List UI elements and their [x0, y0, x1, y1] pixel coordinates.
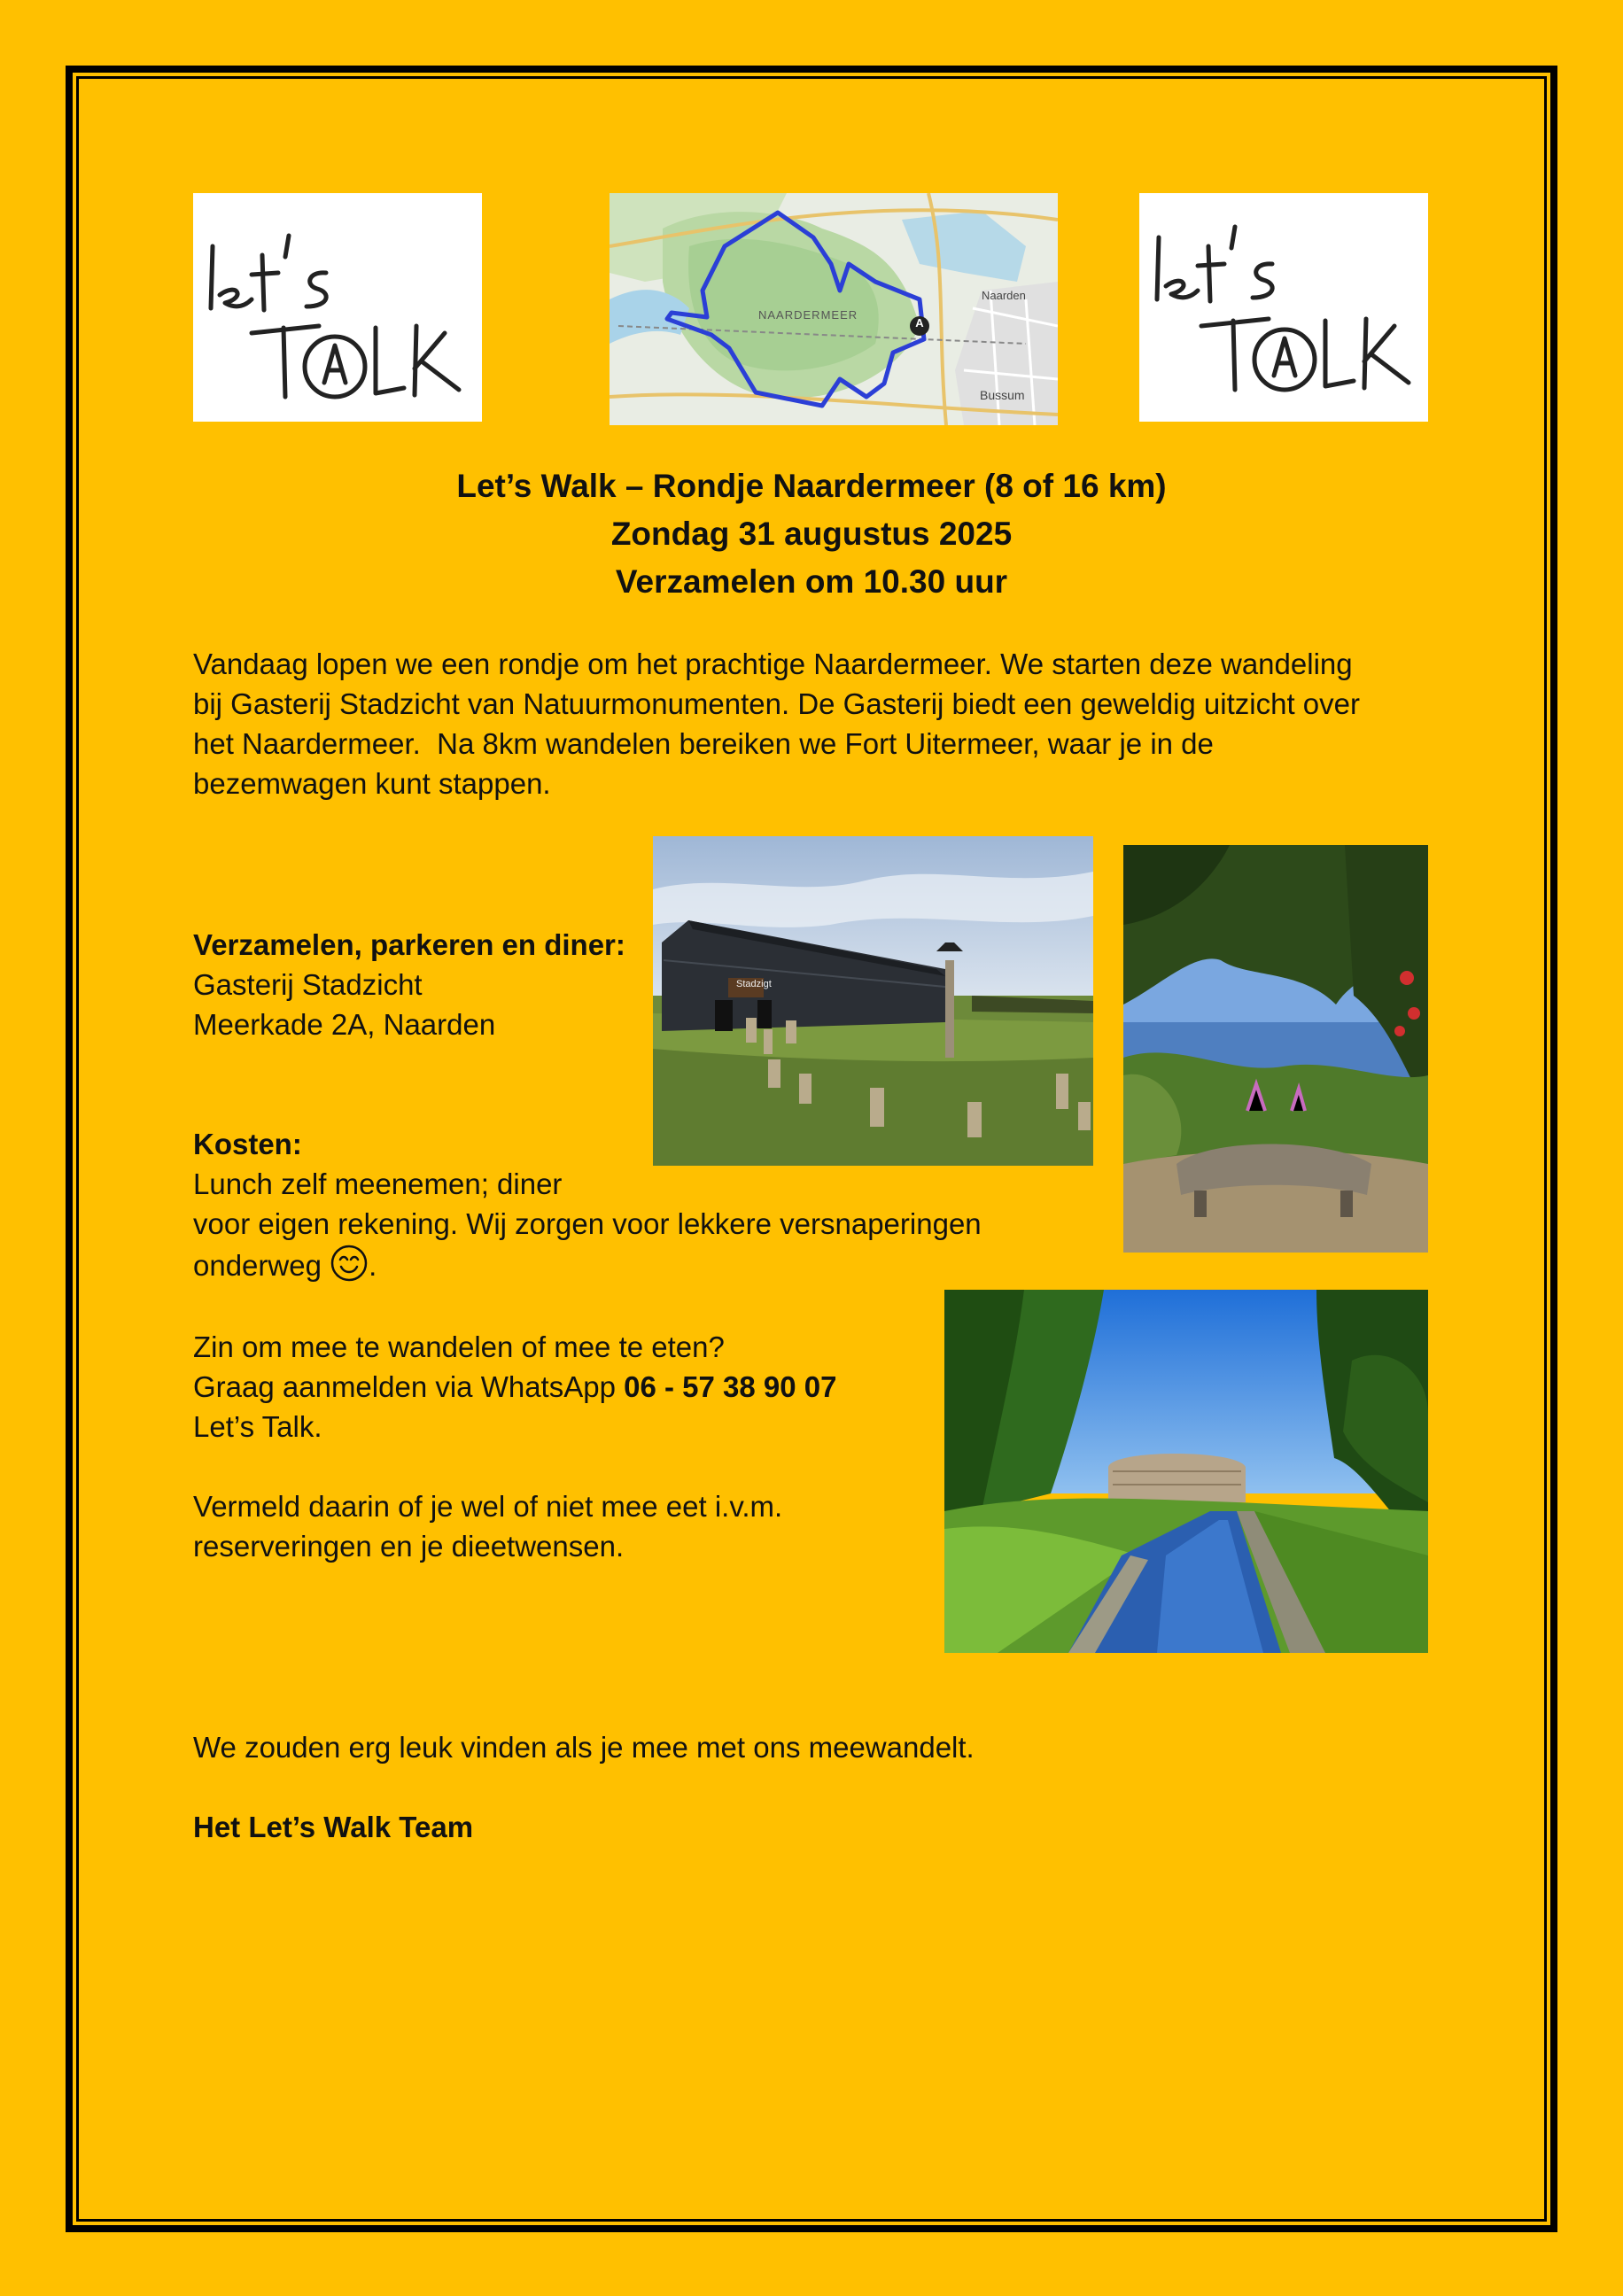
meeting-venue: Gasterij Stadzicht — [193, 968, 423, 1001]
signup-info — [193, 1327, 902, 1447]
signup-whatsapp-text: Graag aanmelden via WhatsApp — [193, 1370, 625, 1403]
costs-heading: Kosten: — [193, 1128, 302, 1160]
intro-paragraph — [193, 644, 1451, 803]
photo-fort-drawing — [944, 1290, 1428, 1653]
signature: Het Let’s Walk Team — [193, 1811, 474, 1843]
costs-info — [193, 1124, 1079, 1285]
logo-drawing — [1139, 193, 1428, 422]
route-start-label: A — [915, 316, 924, 330]
lets-talk-logo-right — [1139, 193, 1428, 422]
meeting-address: Meerkade 2A, Naarden — [193, 1008, 496, 1041]
diet-note-line: reserveringen en je dieetwensen. — [193, 1530, 625, 1563]
map-town-bussum: Bussum — [980, 388, 1025, 402]
intro-line: bij Gasterij Stadzicht van Natuurmonumenten. De Gasterij biedt een geweldig uitzicht over — [193, 687, 1361, 720]
signup-group-name: Let’s Talk. — [193, 1410, 322, 1443]
costs-line-text: onderweg — [193, 1249, 322, 1282]
photo-fort-uitermeer — [944, 1290, 1428, 1653]
meeting-heading: Verzamelen, parkeren en diner: — [193, 928, 625, 961]
diet-note — [193, 1486, 902, 1566]
signup-question: Zin om mee te wandelen of mee te eten? — [193, 1330, 725, 1363]
map-town-naarden: Naarden — [982, 289, 1026, 302]
photo-bench-drawing — [1123, 845, 1428, 1253]
event-time: Verzamelen om 10.30 uur — [615, 563, 1008, 600]
logo-drawing — [193, 193, 482, 422]
intro-line: het Naardermeer. Na 8km wandelen bereiken we Fort Uitermeer, waar je in de — [193, 727, 1214, 760]
event-title-block — [177, 462, 1446, 606]
closing-line: We zouden erg leuk vinden als je mee met ons meewandelt. — [193, 1731, 975, 1764]
map-lake-label: NAARDERMEER — [758, 308, 858, 322]
event-date: Zondag 31 augustus 2025 — [610, 516, 1013, 552]
costs-line: voor eigen rekening. Wij zorgen voor lekkere versnaperingen — [193, 1207, 982, 1240]
costs-line-end: . — [369, 1249, 377, 1282]
whatsapp-phone-number[interactable]: 06 - 57 38 90 07 — [624, 1370, 837, 1403]
photo-bench-lake — [1123, 845, 1428, 1253]
costs-line: Lunch zelf meenemen; diner — [193, 1167, 563, 1200]
diet-note-line: Vermeld daarin of je wel of niet mee eet i.v.m. — [193, 1490, 783, 1523]
costs-line — [193, 1244, 1079, 1285]
event-title: Let’s Walk – Rondje Naardermeer (8 of 16 km) — [456, 468, 1167, 504]
building-sign-text: Stadzigt — [736, 979, 772, 989]
intro-line: Vandaag lopen we een rondje om het prachtige Naardermeer. We starten deze wandeling — [193, 648, 1353, 680]
meeting-info — [193, 925, 654, 1044]
photo-gasterij-drawing — [653, 836, 1093, 1166]
lets-talk-logo-left — [193, 193, 482, 422]
photo-gasterij-stadzicht — [653, 836, 1093, 1166]
signup-whatsapp — [193, 1367, 902, 1407]
smiley-icon — [330, 1244, 369, 1283]
route-map — [610, 193, 1058, 425]
intro-line: bezemwagen kunt stappen. — [193, 767, 551, 800]
